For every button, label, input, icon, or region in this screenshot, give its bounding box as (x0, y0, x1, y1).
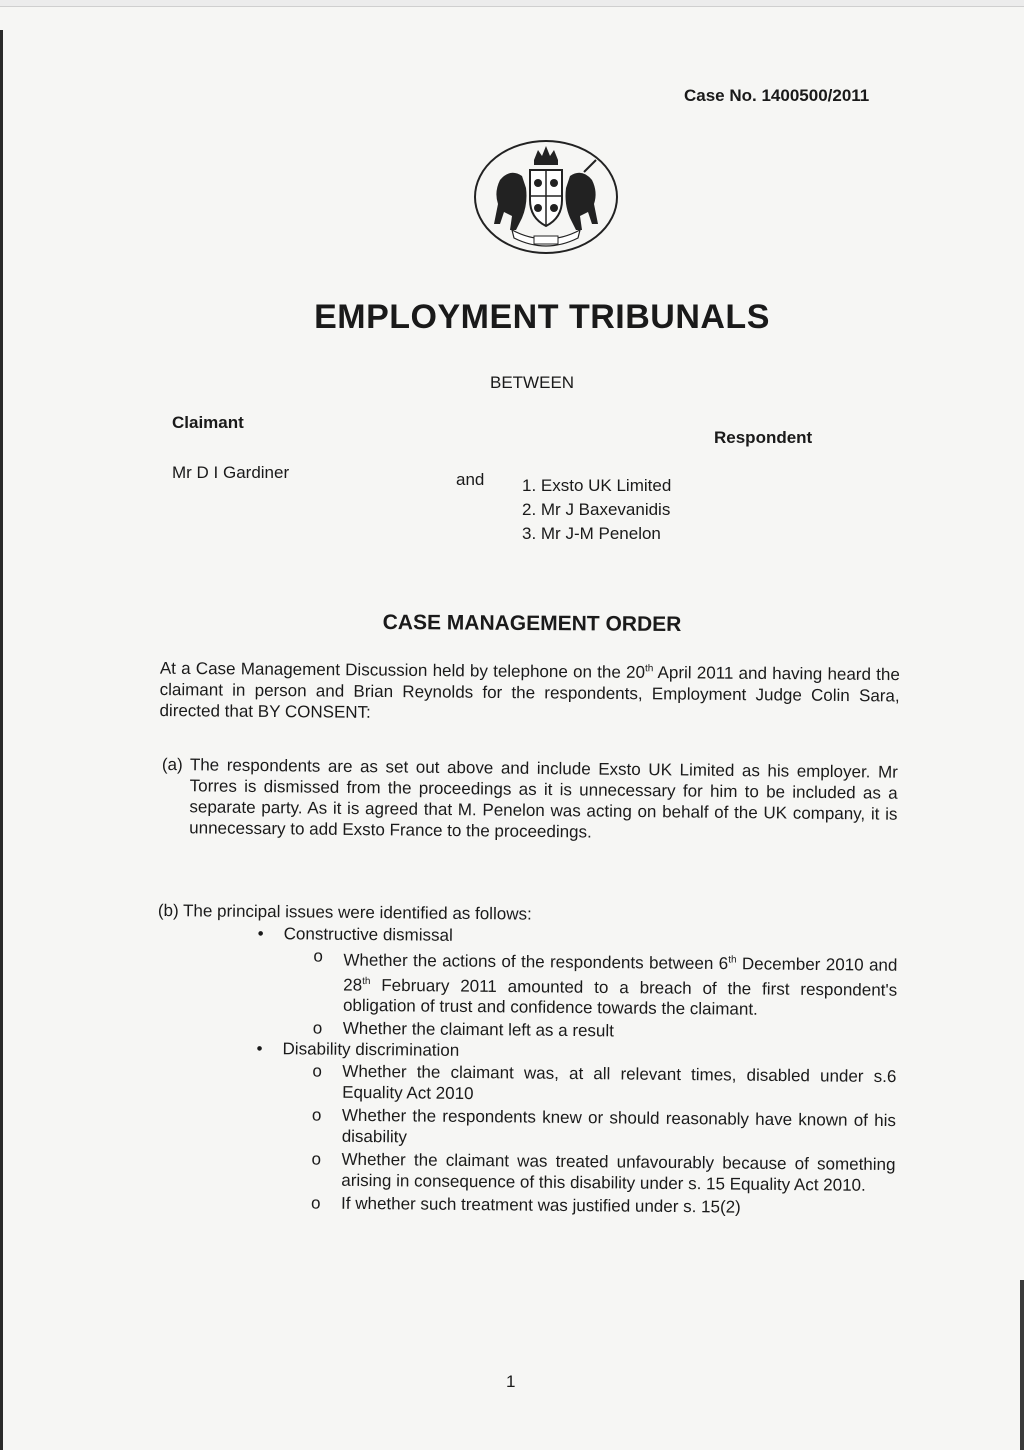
case-number: Case No. 1400500/2011 (684, 86, 870, 105)
issue-subitem: o If whether such treatment was justified under s. 15(2) (311, 1193, 741, 1217)
bullet-icon: • (256, 1039, 263, 1059)
claimant-name: Mr D I Gardiner (172, 463, 290, 482)
royal-coat-of-arms-icon (472, 138, 620, 256)
intro-superscript: th (644, 663, 654, 675)
intro-text-2: April 2011 and having heard the claimant in person and Brian Reynolds for the respondents, Employment Judge Colin Sara, directed that BY CONSENT: (159, 662, 900, 722)
between-label: BETWEEN (490, 373, 575, 392)
order-title: CASE MANAGEMENT ORDER (382, 610, 682, 637)
issue-title: Disability discrimination (282, 1039, 460, 1061)
paragraph-a-label: (a) (161, 754, 183, 775)
issue-title: Constructive dismissal (283, 924, 453, 945)
bullet-icon: • (257, 923, 264, 944)
respondent-list (522, 474, 671, 546)
issue-subitem: o Whether the claimant was treated unfavourably because of something arising in consequence of this disability under s. 15 Equality Act 2010. (311, 1149, 896, 1196)
issue-subitem: o Whether the claimant left as a result (312, 1018, 615, 1041)
issue-subitem: o Whether the respondents knew or should reasonably have known of his disability (311, 1105, 897, 1147)
intro-text-1: At a Case Management Discussion held by telephone on the 20 (159, 658, 646, 682)
page-number: 1 (506, 1372, 516, 1391)
circle-bullet-icon: o (311, 1149, 322, 1169)
paragraph-b (155, 900, 898, 1219)
circle-bullet-icon: o (312, 1061, 322, 1081)
intro-paragraph (159, 654, 900, 727)
circle-bullet-icon: o (312, 1018, 323, 1038)
circle-bullet-icon: o (311, 1193, 321, 1213)
and-conjunction: and (456, 470, 485, 489)
claimant-heading: Claimant (172, 413, 244, 432)
issue-subitem: o Whether the actions of the respondents between 6th December 2010 and 28th February 2011 amounted to a breach of the first respondent's obligation of trust and confidence towards the claimant. (313, 946, 898, 1020)
respondent-item: 3. Mr J-M Penelon (522, 524, 661, 543)
document-title: EMPLOYMENT TRIBUNALS (314, 298, 770, 336)
circle-bullet-icon: o (311, 1105, 322, 1125)
paragraph-b-lead: (b) The principal issues were identified as follows: (157, 900, 532, 924)
issue-subitem: o Whether the claimant was, at all relevant times, disabled under s.6 Equality Act 2010 (312, 1061, 897, 1104)
respondent-heading: Respondent (714, 428, 813, 447)
respondent-item: 1. Exsto UK Limited (522, 476, 672, 495)
paragraph-a-text: The respondents are as set out above and include Exsto UK Limited as his employer. Mr Torres is dismissed from the proceedings as it is unnecessary for him to be included as a separate party. As it is agreed that M. Penelon was acting on behalf of the UK company, it is unnecessary to add Exsto France to the proceedings. (189, 755, 898, 842)
paragraph-a (161, 754, 898, 846)
respondent-item: 2. Mr J Baxevanidis (522, 500, 671, 519)
circle-bullet-icon: o (313, 946, 324, 966)
